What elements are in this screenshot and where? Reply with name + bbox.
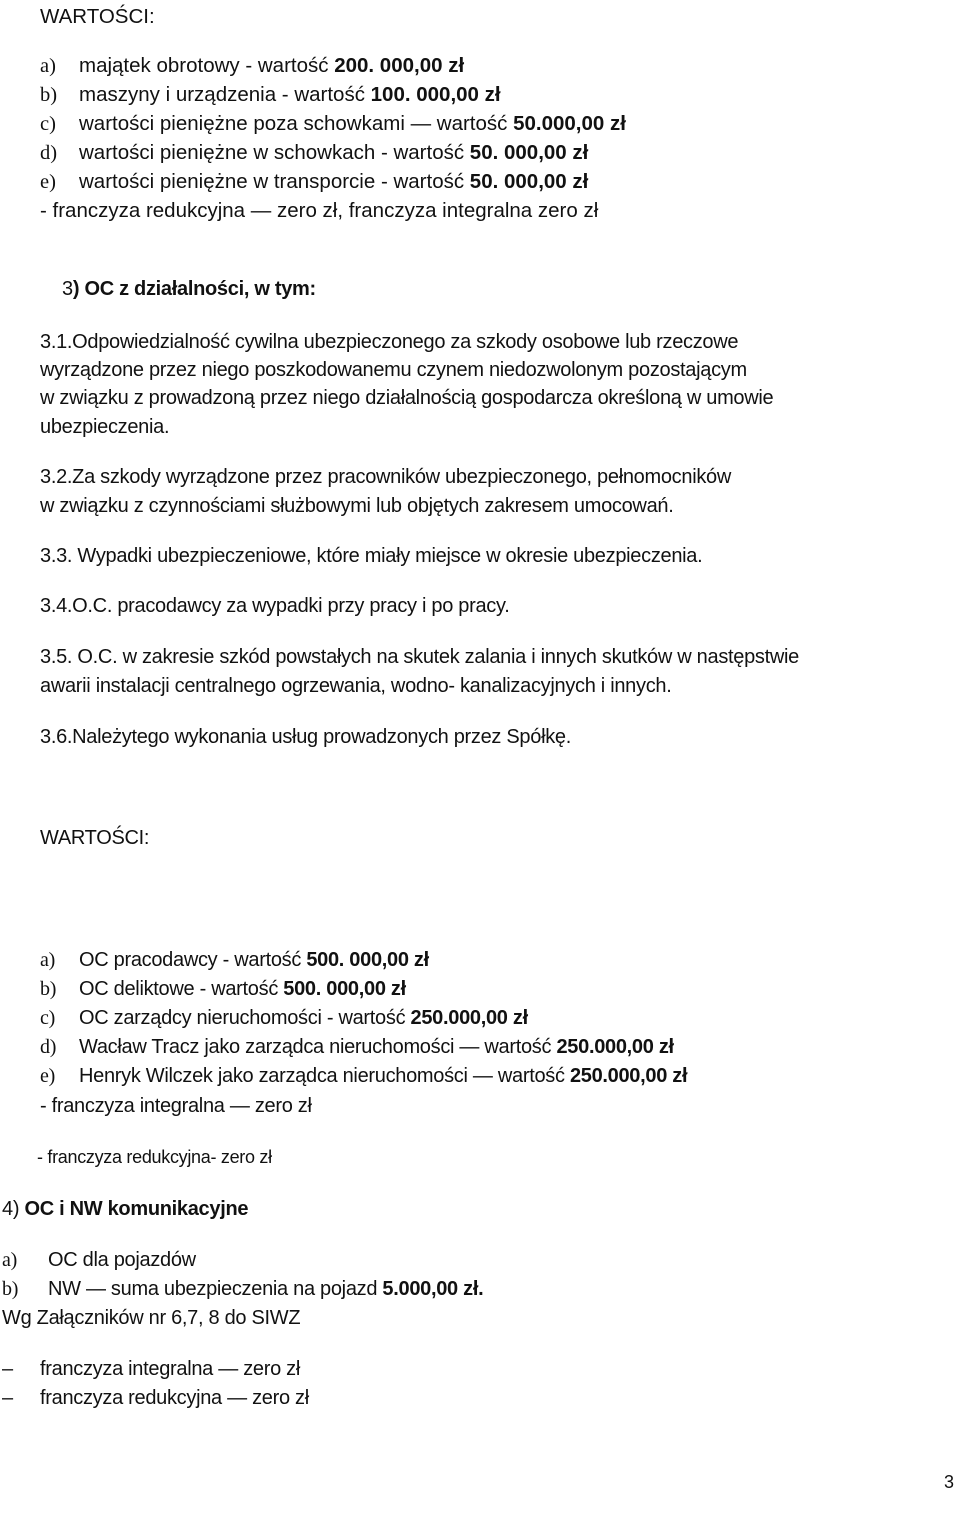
paragraph-line: w związku z prowadzoną przez niego działalnością gospodarcza określoną w umowie xyxy=(40,387,774,409)
paragraph-line: 3.5. O.C. w zakresie szkód powstałych na skutek zalania i innych skutków w następstwie xyxy=(40,646,799,668)
item-value: 500. 000,00 zł xyxy=(283,978,406,1000)
item-text: OC zarządcy nieruchomości - wartość xyxy=(79,1007,411,1029)
list-item xyxy=(2,1275,484,1303)
item-value: 250.000,00 zł xyxy=(569,1065,688,1087)
list-item xyxy=(2,1355,301,1383)
item-text: NW — suma ubezpieczenia na pojazd xyxy=(48,1278,383,1300)
paragraph-line: wyrządzone przez niego poszkodowanemu czynem niedozwolonym pozostającym xyxy=(40,359,747,381)
item-text: maszyny i urządzenia - wartość xyxy=(79,83,371,106)
list-marker: d) xyxy=(40,1036,57,1058)
page-number: 3 xyxy=(944,1472,954,1492)
item-value: 50. 000,00 zł xyxy=(469,141,589,164)
list-marker: a) xyxy=(40,55,56,77)
item-text: Henryk Wilczek jako zarządca nieruchomości — wartość xyxy=(79,1065,570,1087)
item-value: 50. 000,00 zł xyxy=(469,170,589,193)
item-value: 100. 000,00 zł xyxy=(370,83,501,106)
heading-number: 3 xyxy=(62,278,73,300)
list-item xyxy=(40,1033,674,1061)
list-marker: a) xyxy=(2,1249,17,1271)
list-item xyxy=(40,946,429,974)
deductible-note: - franczyza redukcyjna- zero zł xyxy=(37,1147,272,1167)
heading-number: 4) xyxy=(2,1198,25,1220)
item-text: franczyza integralna — zero zł xyxy=(40,1358,301,1380)
list-marker: b) xyxy=(40,978,57,1000)
list-item xyxy=(40,975,406,1003)
deductible-note: - franczyza redukcyjna — zero zł, franczyza integralna zero zł xyxy=(40,199,599,222)
item-text: OC deliktowe - wartość xyxy=(79,978,284,1000)
list-marker: a) xyxy=(40,949,55,971)
section3-heading xyxy=(62,275,316,303)
item-text: wartości pieniężne w schowkach - wartość xyxy=(79,141,470,164)
paragraph-line: awarii instalacji centralnego ogrzewania, wodno- kanalizacyjnych i innych. xyxy=(40,675,672,697)
item-text: Wacław Tracz jako zarządca nieruchomości — wartość xyxy=(79,1036,557,1058)
list-marker: c) xyxy=(40,1007,55,1029)
item-value: 250.000,00 zł xyxy=(410,1007,528,1029)
list-item xyxy=(40,1004,528,1032)
section1-heading: WARTOŚCI: xyxy=(40,5,155,28)
item-value: 50.000,00 zł xyxy=(513,112,626,135)
item-text: OC pracodawcy - wartość xyxy=(79,949,307,971)
list-item xyxy=(40,81,501,109)
heading-text: OC i NW komunikacyjne xyxy=(24,1198,249,1220)
paragraph-line: 3.6.Należytego wykonania usług prowadzonych przez Spółkę. xyxy=(40,726,571,748)
item-text: wartości pieniężne w transporcie - wartość xyxy=(79,170,470,193)
paragraph-line: ubezpieczenia. xyxy=(40,416,170,438)
item-value: 250.000,00 zł xyxy=(556,1036,674,1058)
section4-heading xyxy=(2,1195,248,1223)
paragraph-line: 3.3. Wypadki ubezpieczeniowe, które miały miejsce w okresie ubezpieczenia. xyxy=(40,545,703,567)
item-value: 500. 000,00 zł xyxy=(306,949,429,971)
dash-marker: – xyxy=(2,1358,13,1380)
paragraph-line: w związku z czynnościami służbowymi lub objętych zakresem umocowań. xyxy=(40,495,674,517)
item-text: franczyza redukcyjna — zero zł xyxy=(40,1387,309,1409)
paragraph-line: 3.4.O.C. pracodawcy za wypadki przy pracy i po pracy. xyxy=(40,595,510,617)
list-item xyxy=(40,52,465,80)
list-item xyxy=(2,1246,196,1274)
dash-marker: – xyxy=(2,1387,13,1409)
list-marker: c) xyxy=(40,113,56,135)
list-item xyxy=(40,168,589,196)
paragraph-line: 3.1.Odpowiedzialność cywilna ubezpieczonego za szkody osobowe lub rzeczowe xyxy=(40,331,739,353)
item-text: majątek obrotowy - wartość xyxy=(79,54,335,77)
list-marker: b) xyxy=(2,1278,19,1300)
item-text: OC dla pojazdów xyxy=(48,1249,196,1271)
paragraph-line: 3.2.Za szkody wyrządzone przez pracowników ubezpieczonego, pełnomocników xyxy=(40,466,731,488)
list-marker: e) xyxy=(40,171,56,193)
list-marker: d) xyxy=(40,142,58,164)
item-value: 200. 000,00 zł xyxy=(334,54,465,77)
heading-text: ) OC z działalności, w tym: xyxy=(72,278,316,300)
list-item xyxy=(40,110,626,138)
deductible-note: - franczyza integralna — zero zł xyxy=(40,1095,312,1117)
attachments-note: Wg Załączników nr 6,7, 8 do SIWZ xyxy=(2,1307,301,1329)
item-value: 5.000,00 zł. xyxy=(382,1278,484,1300)
item-text: wartości pieniężne poza schowkami — wartość xyxy=(79,112,514,135)
list-item xyxy=(40,139,589,167)
list-item xyxy=(2,1384,309,1412)
values-heading: WARTOŚCI: xyxy=(40,827,150,849)
list-marker: b) xyxy=(40,84,58,106)
list-item xyxy=(40,1062,688,1090)
list-marker: e) xyxy=(40,1065,55,1087)
